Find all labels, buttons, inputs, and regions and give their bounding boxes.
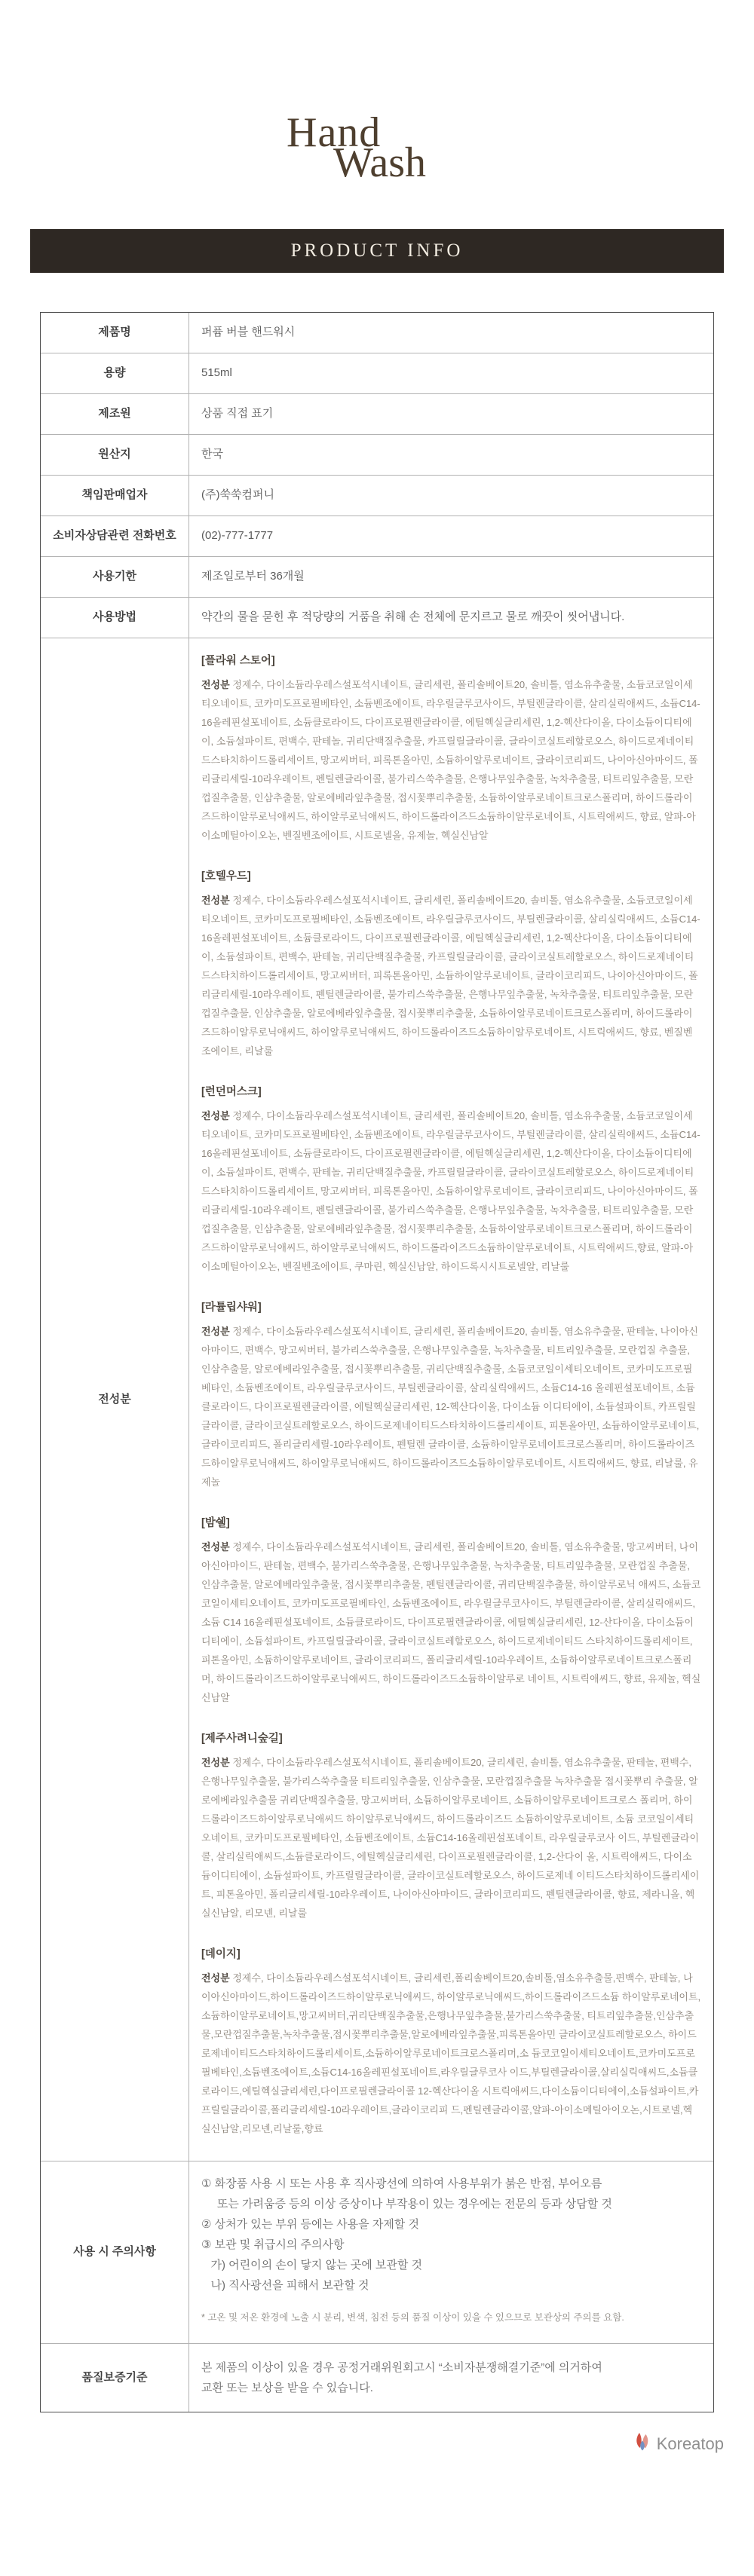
ingredient-list: 정제수, 다이소듐라우레스설포석시네이트, 글리세린,폴리솔베이트20,솔비톨,염소유추출물,편백수, 판테놀, 나이아신아마이드,하이드롤라이즈드하이알루로닉애씨드, 하이알루로닉애씨드,하이드롤라이즈드소듐 하이알루로네이트,소듐하이알루로네이트,망고씨버터,귀리단백질추출물,은행나무잎추출물,불가리스쑥추출물, 티트리잎추출물,인삼추출물,모란껍질추출물,녹차추출물,접시꽃뿌리추출물,알로에베라잎추출물,피록톤올아민 글라이코실트레할로오스, 하이드로제네이티드스타치하이드롤리세이트,소듐하이알루로네이트크로스폴리머,소 듐코코일이세티오네이트,코카미도프로필베타인,소듐벤조에이트,소듐C14-16올레핀설포네이트,라우릴글루코사 이드,부틸렌글라이콜,살리실릭애씨드,소듐클로라이드,에틸헥실글리세린,다이프로필렌글라이콜 12-헥산다이올 시트릭애씨드,다이소듐이디티에이,소듐설파이트,카프릴릴글라이콜,폴리글리세릴-10라우레이트,글라이코리피 드,펜틸렌글라이콜,알파-아이소메틸아이오논,시트로넬,헥실신남알,리모넨,리날룰,향료 <box>201 1972 701 2134</box>
ingredients-prefix: 전성분 <box>201 895 230 906</box>
ingredient-section-hotel-wood <box>201 867 701 1060</box>
table-row-caution <box>41 2161 713 2343</box>
table-row-product-name <box>41 313 713 353</box>
row-label: 제품명 <box>41 313 189 353</box>
row-value: 제조일로부터 36개월 <box>201 570 305 583</box>
ingredient-section-title: [라튤립샤워] <box>201 1302 262 1314</box>
table-row-origin <box>41 434 713 475</box>
brand-logo <box>287 109 467 186</box>
caution-note: * 고온 및 저온 환경에 노출 시 분리, 변색, 침전 등의 품질 이상이 있을 수 있으므로 보관상의 주의를 요함. <box>201 2312 624 2323</box>
table-row-ingredients <box>41 638 713 2161</box>
row-value: 약간의 물을 묻힌 후 적당량의 거품을 취해 손 전체에 문지르고 물로 깨끗이 씻어냅니다. <box>201 610 625 624</box>
footer <box>30 2432 724 2456</box>
table-row-usage <box>41 597 713 638</box>
ingredient-section-flower-store <box>201 652 701 845</box>
ingredient-section-title: [런던머스크] <box>201 1086 262 1098</box>
warranty-line: 교환 또는 보상을 받을 수 있습니다. <box>201 2382 373 2394</box>
table-row-seller <box>41 475 713 516</box>
ingredient-section-title: [호텔우드] <box>201 870 251 883</box>
row-label: 원산지 <box>41 435 189 475</box>
ingredients-prefix: 전성분 <box>201 1110 230 1121</box>
product-info-banner <box>30 229 724 273</box>
ingredient-list: 정제수, 다이소듐라우레스설포석시네이트, 글리세린, 폴리솔베이트20, 솔비톨, 염소유추출물, 망고씨버터, 나이아신아마이드, 판테놀, 편백수, 불가리스쑥추출물, 은행나무잎추출물, 녹차추출물, 티트리잎추출물, 모란껍질 추출물, 인삼추출물, 알로에베라잎추출물, 접시꽃뿌리추출물, 펜틸렌글라이콜, 귀리단백질추출물, 하이알루로닉 애씨드, 소듐코코일이세티오네이트, 코카미도프로필베타인, 소듐벤조에이트, 라우릴글루코사이드, 부틸렌글라이콜, 살리실릭애씨드, 소듐 C14 16올레핀설포네이트, 소듐클로라이드, 다이프로필렌글라이콜, 에틸헥실글리세린, 12-산다이올, 다이소듐이디티에이, 소듐설파이트, 카프릴릴글라이콜, 글라이코실트레할로오스, 하이드로제네이티드 스타치하이드롤리세이트, 피톤올아민, 소듐하이알루로네이트, 글라이코리피드, 폴리글리세릴-10라우레이트, 소듐하이알루로네이트크로스폴리머, 하이드롤라이즈드하이알루로닉애씨드, 하이드롤라이즈드소듐하이알루로 네이트, 시트릭애씨드, 향료, 유제놀, 헥실신남알 <box>201 1541 701 1703</box>
row-label: 제조원 <box>41 394 189 434</box>
ingredient-list: 정제수, 다이소듐라우레스설포석시네이트, 폴리솔베이트20, 글리세린, 솔비톨, 염소유추출물, 판테놀, 편백수, 은행나무잎추출물, 불가리스쑥추출물 티트리잎추출물, 인삼추출물, 모란껍질추출물 녹차추출물 접시꽃뿌리 추출물, 알로에베라잎추출물 귀리단백질추출물, 망고씨버터, 소듐하이알루로네이트, 소듐하이알루로네이트크로스 폴리머, 하이드롤라이즈드하이알루로닉애씨드 하이알루로닉애씨드, 하이드롤라이즈드 소듐하이알루로네이트, 소듐 코코일이세티오네이트, 코카미도프로필베타인, 소듐벤조에이트, 소듐C14-16올레핀설포네이트, 라우릴글루코사 이드, 부틸렌글라이콜, 살리실릭애씨드,소듐클로라이드, 에틸헥실글리세린, 다이프로필렌글라이콜, 1,2-산다이 올, 시트릭애씨드, 다이소듐이디티에이, 소듐설파이트, 카프릴릴글라이콜, 글라이코실트레할로오스, 하이드로제네 이티드스타치하이드롤리세이트, 피톤올아민, 폴리글리세릴-10라우레이트, 나이아신아마이드, 글라이코리피드, 펜틸렌글라이콜, 향료, 제라니올, 헥실신남알, 리모넨, 리날룰 <box>201 1757 700 1919</box>
row-label: 사용 시 주의사항 <box>41 2161 189 2343</box>
ingredient-section-london-musk <box>201 1083 701 1276</box>
row-value: (주)쑥쑥컴퍼니 <box>201 488 274 502</box>
warranty-line: 본 제품의 이상이 있을 경우 공정거래위원회고시 “소비자분쟁해결기준”에 의거하여 <box>201 2361 602 2374</box>
row-value: 515ml <box>201 366 232 380</box>
row-label: 전성분 <box>41 638 189 2161</box>
brand-logo-line1: Hand <box>287 109 382 156</box>
brand-logo-line2: Wash <box>333 139 427 186</box>
row-label: 사용기한 <box>41 557 189 597</box>
row-value: 한국 <box>201 448 223 461</box>
ingredient-section-bombshell <box>201 1514 701 1707</box>
row-label: 사용방법 <box>41 598 189 638</box>
table-row-expiry <box>41 556 713 597</box>
footer-brand-text: Koreatop <box>656 2434 724 2453</box>
ingredients-prefix: 전성분 <box>201 1326 230 1337</box>
ingredient-list: 정제수, 다이소듐라우레스설포석시네이트, 글리세린, 폴리솔베이트20, 솔비톨, 염소유추출물, 판테놀, 나이아신아마이드, 편백수, 망고씨버터, 불가리스쑥추출물, 은행나무잎추출물, 녹차추출물, 티트리잎추출물, 모란껍질 추출물, 인삼추출물, 알로에베라잎추출물, 접시꽃뿌리추출물, 귀리단백질추출물, 소듐코코일이세티오네이트, 코카미도프로필베타인, 소듐벤조에이트, 라우릴글루코사이드, 부틸렌글라이콜, 살리실릭애씨드, 소듐C14-16 올레핀설포네이트, 소듐클로라이드, 다이프로필렌글라이콜, 에틸헥실글리세린, 12-헥산다이올, 다이소듐 이디티에이, 소듐설파이트, 카프릴릴글라이콜, 글라이코실트레할로오스, 하이드로제네이티드스타치하이드롤리세이트, 피톤올아민, 소듐하이알루로네이트, 글라이코리피드, 폴리글리세릴-10라우레이트, 펜틸렌 글라이콜, 소듐하이알루로네이트크로스폴리머, 하이드롤라이즈드하이알루로닉애씨드, 하이알루로닉애씨드, 하이드롤라이즈드소듐하이알루로네이트, 시트릭애씨드, 향료, 리날룰, 유제놀 <box>201 1326 700 1488</box>
banner-title: PRODUCT INFO <box>290 240 464 261</box>
table-row-customer-phone <box>41 516 713 556</box>
row-label: 용량 <box>41 353 189 393</box>
caution-line: ③ 보관 및 취급시의 주의사항 <box>201 2238 345 2251</box>
ingredients-content <box>189 638 713 2161</box>
row-label: 소비자상담관련 전화번호 <box>41 516 189 556</box>
row-value: (02)-777-1777 <box>201 529 274 543</box>
ingredient-section-title: [데이지] <box>201 1948 241 1960</box>
caution-line: 가) 어린이의 손이 닿지 않는 곳에 보관할 것 <box>201 2259 423 2272</box>
ingredients-prefix: 전성분 <box>201 1541 230 1553</box>
caution-content <box>189 2161 713 2343</box>
warranty-content <box>189 2344 713 2412</box>
ingredient-section-jeju-saryeoni <box>201 1730 701 1923</box>
table-row-warranty <box>41 2343 713 2412</box>
product-info-table <box>40 312 714 2412</box>
row-label: 품질보증기준 <box>41 2344 189 2412</box>
ingredient-list: 정제수, 다이소듐라우레스설포석시네이트, 글리세린, 폴리솔베이트20, 솔비톨, 염소유추출물, 소듐코코일이세티오네이트, 코카미도프로필베타인, 소듐벤조에이트, 라우릴글루코사이드, 부틸렌글라이콜, 살리실릭애씨드, 소듐C14-16올레핀설포네이트, 소듐클로라이드, 다이프로필렌글라이콜, 에틸헥실글리세린, 1,2-헥산다이올, 다이소듐이디티에이, 소듐설파이트, 편백수, 판테놀, 귀리단백질추출물, 카프릴릴글라이콜, 글라이코실트레할로오스, 하이드로제네이티드스타치하이드롤리세이트, 망고씨버터, 피록톤올아민, 소듐하이알루로네이트, 글라이코리피드, 나이아신아마이드, 폴리글리세릴-10라우레이트, 펜틸렌글라이콜, 불가리스쑥추출물, 은행나무잎추출물, 녹차추출물, 티트리잎추출물, 모란껍질추출물, 인삼추출물, 알로에베라잎추출물, 접시꽃뿌리추출물, 소듐하이알루로네이트크로스폴리머, 하이드롤라이즈드하이알루로닉애씨드, 하이알루로닉애씨드, 하이드롤라이즈드소듐하이알루로네이트, 시트릭애씨드, 향료, 알파-아이소메틸아이오논, 벤질벤조에이트, 시트로넬올, 유제놀, 헥실신남알 <box>201 679 700 841</box>
caution-line: 나) 직사광선을 피해서 보관할 것 <box>201 2279 369 2292</box>
caution-line: ② 상처가 있는 부위 등에는 사용을 자제할 것 <box>201 2218 419 2231</box>
table-row-volume <box>41 353 713 393</box>
row-label: 책임판매업자 <box>41 476 189 516</box>
row-value: 상품 직접 표기 <box>201 407 274 421</box>
ingredients-prefix: 전성분 <box>201 679 230 690</box>
ingredient-list: 정제수, 다이소듐라우레스설포석시네이트, 글리세린, 폴리솔베이트20, 솔비톨, 염소유추출물, 소듐코코일이세티오네이트, 코카미도프로필베타인, 소듐벤조에이트, 라우릴글루코사이드, 부틸렌글라이콜, 살리실릭애씨드, 소듐C14-16올레핀설포네이트, 소듐클로라이드, 다이프로필렌글라이콜, 에틸헥실글리세린, 1,2-헥산다이올, 다이소듐이디티에이, 소듐설파이트, 편백수, 판테놀, 귀리단백질추출물, 카프릴릴글라이콜, 글라이코실트레할로오스, 하이드로제네이티드스타치하이드롤리세이트, 망고씨버터, 피록톤올아민, 소듐하이알루로네이트, 글라이코리피드, 나이아신아마이드, 폴리글리세릴-10라우레이트, 펜틸렌글라이콜, 불가리스쑥추출물, 은행나무잎추출물, 녹차추출물, 티트리잎추출물, 모란껍질추출물, 인삼추출물, 알로에베라잎추출물, 접시꽃뿌리추출물, 소듐하이알루로네이트크로스폴리머, 하이드롤라이즈드하이알루로닉애씨드, 하이알루로닉애씨드, 하이드롤라이즈드소듐하이알루로네이트, 시트릭애씨드,향료, 알파-아이소메틸아이오논, 벤질벤조에이트, 쿠마린, 헥실신남알, 하이드록시시트로넬알, 리날룰 <box>201 1110 700 1272</box>
ingredients-prefix: 전성분 <box>201 1972 230 1984</box>
row-value: 퍼퓸 버블 핸드워시 <box>201 326 296 339</box>
ingredient-section-title: [플라워 스토어] <box>201 655 275 667</box>
ingredient-section-title: [제주사려니숲길] <box>201 1733 283 1745</box>
ingredient-section-daisy <box>201 1945 701 2138</box>
ingredient-section-la-tulip-shower <box>201 1299 701 1491</box>
ingredients-prefix: 전성분 <box>201 1757 230 1768</box>
lotus-icon <box>631 2432 654 2456</box>
caution-line: 또는 가려움증 등의 이상 증상이나 부작용이 있는 경우에는 전문의 등과 상담할 것 <box>201 2198 612 2210</box>
table-row-manufacturer <box>41 393 713 434</box>
ingredient-list: 정제수, 다이소듐라우레스설포석시네이트, 글리세린, 폴리솔베이트20, 솔비톨, 염소유추출물, 소듐코코일이세티오네이트, 코카미도프로필베타인, 소듐벤조에이트, 라우릴글루코사이드, 부틸렌글라이콜, 살리실릭애씨드, 소듐C14-16올레핀설포네이트, 소듐클로라이드, 다이프로필렌글라이콜, 에틸헥실글리세린, 1,2-헥산다이올, 다이소듐이디티에이, 소듐설파이트, 편백수, 판테놀, 귀리단백질추출물, 카프릴릴글라이콜, 글라이코실트레할로오스, 하이드로제네이티드스타치하이드롤리세이트, 망고씨버터, 피록톤올아민, 소듐하이알루로네이트, 글라이코리피드, 나이아신아마이드, 폴리글리세릴-10라우레이트, 펜틸렌글라이콜, 불가리스쑥추출물, 은행나무잎추출물, 녹차추출물, 티트리잎추출물, 모란껍질추출물, 인삼추출물, 알로에베라잎추출물, 접시꽃뿌리추출물, 소듐하이알루로네이트크로스폴리머, 하이드롤라이즈드하이알루로닉애씨드, 하이알루로닉애씨드, 하이드롤라이즈드소듐하이알루로네이트, 시트릭애씨드, 향료, 벤질벤조에이트, 리날룰 <box>201 895 700 1057</box>
caution-line: ① 화장품 사용 시 또는 사용 후 직사광선에 의하여 사용부위가 붉은 반점, 부어오름 <box>201 2177 602 2190</box>
ingredient-section-title: [밤쉘] <box>201 1517 230 1529</box>
